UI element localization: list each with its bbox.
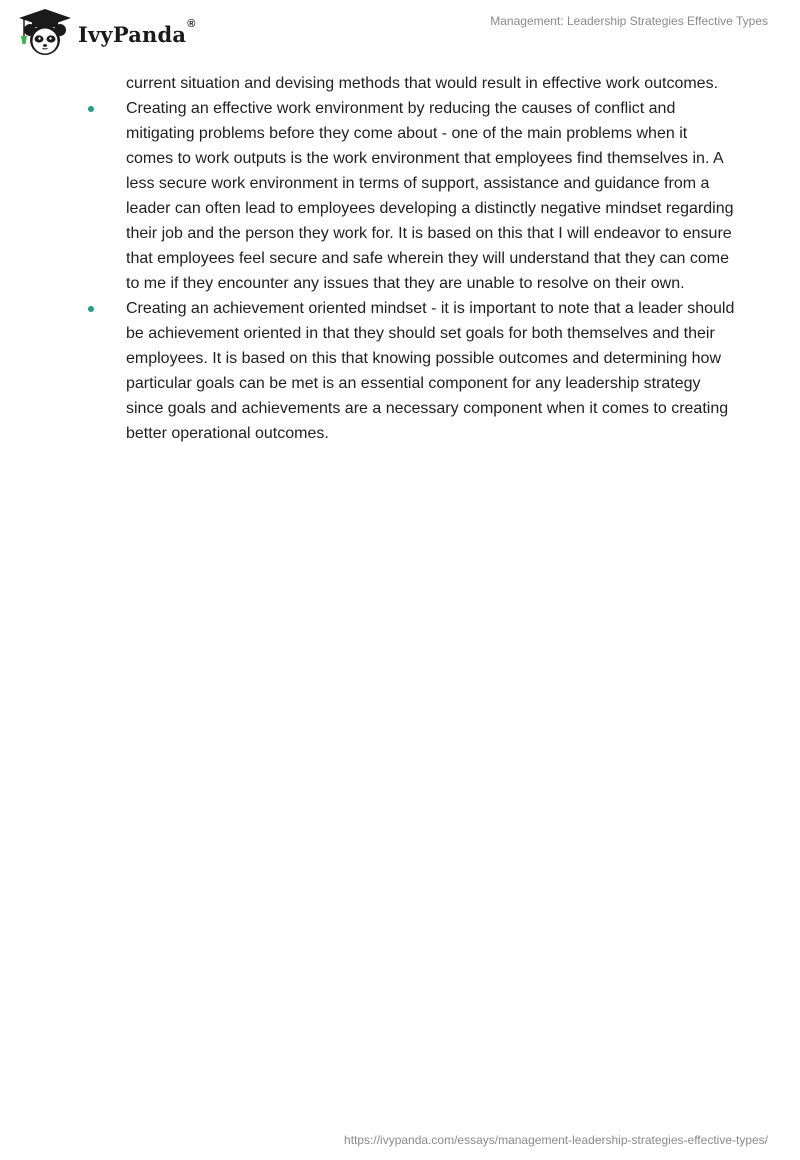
source-url-link[interactable]: https://ivypanda.com/essays/management-leadership-strategies-effective-types/ [344, 1133, 768, 1147]
list-item [86, 296, 736, 446]
ivypanda-logo[interactable] [16, 8, 196, 58]
bullet-icon [88, 106, 94, 112]
list-item [86, 96, 736, 296]
lead-paragraph: current situation and devising methods that would result in effective work outcomes. [126, 75, 719, 92]
essay-content [86, 71, 736, 446]
brand-name: IvyPanda® [78, 17, 196, 47]
bullet-list [86, 96, 736, 446]
panda-graduate-icon [16, 8, 74, 58]
page-header [0, 0, 800, 66]
list-item-text: Creating an effective work environment by reducing the causes of conflict and mitigating problems before they come about - one of the main problems when it comes to work outputs is the work environment that employees find themselves in. A less secure work environment in terms of support, assistance and guidance from a leader can often lead to employees developing a distinctly negative mindset regarding their job and the person they work for. It is based on this that I will endeavor to ensure that employees feel secure and safe wherein they will understand that they can come to me if they encounter any issues that they are unable to resolve on their own. [126, 100, 734, 292]
list-item-text: Creating an achievement oriented mindset - it is important to note that a leader should be achievement oriented in that they should set goals for both themselves and their employees. It is based on this that knowing possible outcomes and determining how particular goals can be met is an essential component for any leadership strategy since goals and achievements are a necessary component when it comes to creating better operational outcomes. [126, 300, 735, 442]
document-title: Management: Leadership Strategies Effective Types [490, 14, 768, 28]
registered-mark: ® [187, 17, 196, 30]
bullet-icon [88, 306, 94, 312]
